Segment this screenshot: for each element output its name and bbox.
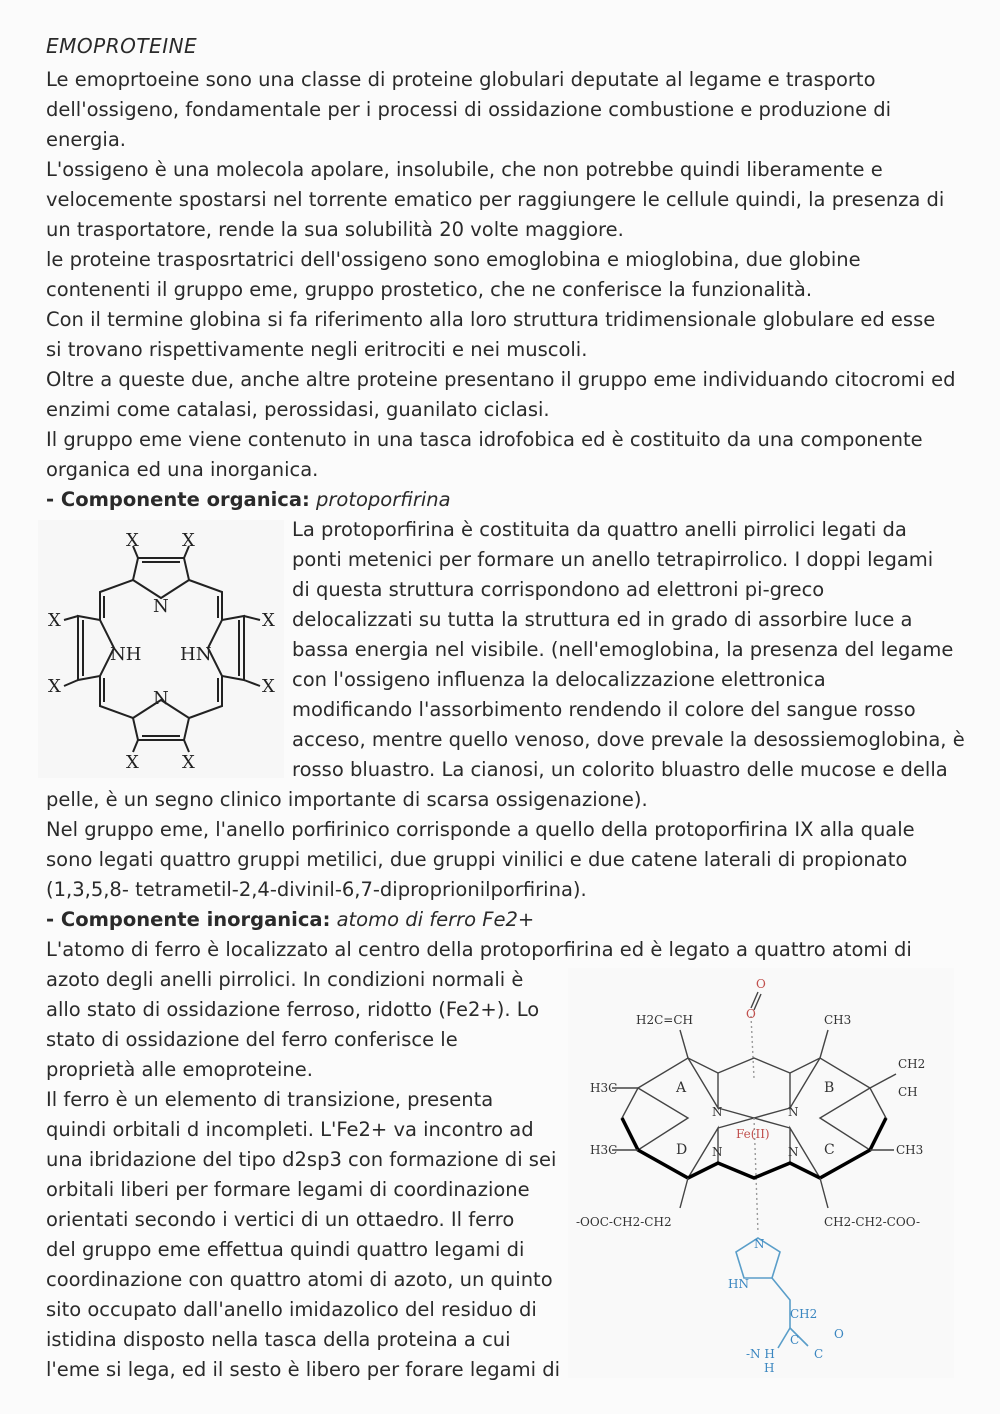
carbonyl-oxygen: O (834, 1327, 844, 1341)
hydrogen-label: H (764, 1361, 775, 1375)
substituent-x: X (182, 530, 195, 551)
organic-text-line: bassa energia nel visibile. (nell'emoglobina, la presenza del legame (292, 638, 954, 661)
heme-structure-diagram (568, 968, 954, 1378)
inorganic-text-line: una ibridazione del tipo d2sp3 con formazione di sei (46, 1148, 557, 1171)
ring-b-label: B (824, 1080, 835, 1096)
paragraph-line: le proteine trasposrtatrici dell'ossigeno sono emoglobina e mioglobina, due globine (46, 248, 861, 271)
nitrogen-label: N (788, 1105, 799, 1119)
paragraph-line: velocemente spostarsi nel torrente ematico per raggiungere le cellule quindi, la presenza di (46, 188, 945, 211)
section-value: protoporfirina (316, 488, 451, 511)
section-value: atomo di ferro Fe2+ (336, 908, 535, 931)
paragraph-line: un trasportatore, rende la sua solubilità 20 volte maggiore. (46, 218, 624, 241)
inorganic-text-line: stato di ossidazione del ferro conferisce le (46, 1028, 458, 1051)
imidazole-nh: HN (728, 1277, 749, 1291)
ch2-group: CH2 (790, 1307, 818, 1321)
substituent-x: X (182, 752, 195, 773)
methyl-group: CH3 (896, 1143, 924, 1157)
paragraph-line: Oltre a queste due, anche altre proteine presentano il gruppo eme individuando citocromi ed (46, 368, 956, 391)
substituent-x: X (48, 610, 61, 631)
section-label: - Componente organica: (46, 488, 310, 511)
inorganic-text-line: del gruppo eme effettua quindi quattro legami di (46, 1238, 525, 1261)
inorganic-text-line: l'eme si lega, ed il sesto è libero per forare legami di (46, 1358, 560, 1381)
paragraph-line: energia. (46, 128, 126, 151)
oxygen-label: O (756, 977, 766, 991)
inorganic-text-line: L'atomo di ferro è localizzato al centro della protoporfirina ed è legato a quattro atomi di (46, 938, 912, 961)
inorganic-text-line: allo stato di ossidazione ferroso, ridotto (Fe2+). Lo (46, 998, 540, 1021)
organic-text-line: di questa struttura corrispondono ad elettroni pi-greco (292, 578, 825, 601)
vinyl-group: CH (898, 1085, 918, 1099)
inorganic-text-line: quindi orbitali d incompleti. L'Fe2+ va incontro ad (46, 1118, 534, 1141)
hn-label: HN (180, 644, 212, 665)
organic-text-line: ponti metenici per formare un anello tetrapirrolico. I doppi legami (292, 548, 934, 571)
substituent-x: X (126, 752, 139, 773)
inorganic-text-line: coordinazione con quattro atomi di azoto, un quinto (46, 1268, 553, 1291)
paragraph-line: L'ossigeno è una molecola apolare, insolubile, che non potrebbe quindi liberamente e (46, 158, 883, 181)
substituent-x: X (48, 676, 61, 697)
carbonyl-carbon: C (814, 1347, 824, 1361)
backbone-nh: -N H (746, 1347, 775, 1361)
methyl-group: CH3 (824, 1013, 852, 1027)
section-label: - Componente inorganica: (46, 908, 331, 931)
nh-label: NH (110, 644, 142, 665)
ring-a-label: A (676, 1080, 687, 1096)
organic-text-line: modificando l'assorbimento rendendo il colore del sangue rosso (292, 698, 916, 721)
vinyl-group: H2C=CH (636, 1013, 693, 1027)
paragraph-line: dell'ossigeno, fondamentale per i processi di ossidazione combustione e produzione di (46, 98, 892, 121)
imidazole-nitrogen: N (754, 1237, 765, 1251)
propionate-group: -OOC-CH2-CH2 (576, 1215, 672, 1229)
propionate-group: CH2-CH2-COO- (824, 1215, 921, 1229)
page-title: EMOPROTEINE (46, 34, 198, 58)
inorganic-text-line: istidina disposto nella tasca della proteina a cui (46, 1328, 511, 1351)
section-heading-inorganic (46, 905, 534, 935)
organic-text-line: Nel gruppo eme, l'anello porfirinico corrisponde a quello della protoporfirina IX alla quale (46, 818, 915, 841)
organic-text-line: acceso, mentre quello venoso, dove prevale la desossiemoglobina, è (292, 728, 965, 751)
nitrogen-label: N (153, 596, 169, 617)
organic-text-line: pelle, è un segno clinico importante di scarsa ossigenazione). (46, 788, 648, 811)
nitrogen-label: N (788, 1145, 799, 1159)
nitrogen-label: N (153, 688, 169, 709)
paragraph-line: contenenti il gruppo eme, gruppo prostetico, che ne conferisce la funzionalità. (46, 278, 813, 301)
methyl-group: H3C (590, 1081, 618, 1095)
nitrogen-label: N (712, 1145, 723, 1159)
paragraph-line: enzimi come catalasi, perossidasi, guanilato ciclasi. (46, 398, 550, 421)
substituent-x: X (262, 676, 275, 697)
methyl-group: H3C (590, 1143, 618, 1157)
inorganic-text-line: orbitali liberi per formare legami di coordinazione (46, 1178, 530, 1201)
ring-c-label: C (824, 1142, 835, 1158)
paragraph-line: Il gruppo eme viene contenuto in una tasca idrofobica ed è costituito da una componente (46, 428, 923, 451)
alpha-carbon: C (790, 1333, 800, 1347)
organic-text-line: (1,3,5,8- tetrametil-2,4-divinil-6,7-diproprionilporfirina). (46, 878, 587, 901)
ring-d-label: D (676, 1142, 688, 1158)
substituent-x: X (262, 610, 275, 631)
protoporphyrin-diagram (38, 520, 284, 778)
nitrogen-label: N (712, 1105, 723, 1119)
paragraph-line: organica ed una inorganica. (46, 458, 319, 481)
section-heading-organic (46, 485, 451, 515)
inorganic-text-line: Il ferro è un elemento di transizione, presenta (46, 1088, 494, 1111)
vinyl-group: CH2 (898, 1057, 926, 1071)
inorganic-text-line: orientati secondo i vertici di un ottaedro. Il ferro (46, 1208, 515, 1231)
organic-text-line: delocalizzati su tutta la struttura ed in grado di assorbire luce a (292, 608, 913, 631)
organic-text-line: La protoporfirina è costituita da quattro anelli pirrolici legati da (292, 518, 907, 541)
oxygen-label: O (746, 1007, 756, 1021)
inorganic-text-line: proprietà alle emoproteine. (46, 1058, 313, 1081)
organic-text-line: rosso bluastro. La cianosi, un colorito bluastro delle mucose e della (292, 758, 948, 781)
paragraph-line: Con il termine globina si fa riferimento alla loro struttura tridimensionale globulare ed esse (46, 308, 936, 331)
paragraph-line: si trovano rispettivamente negli eritrociti e nei muscoli. (46, 338, 588, 361)
iron-label: Fe(II) (736, 1127, 770, 1141)
inorganic-text-line: azoto degli anelli pirrolici. In condizioni normali è (46, 968, 524, 991)
organic-text-line: sono legati quattro gruppi metilici, due gruppi vinilici e due catene laterali di propionato (46, 848, 908, 871)
paragraph-line: Le emoprtoeine sono una classe di proteine globulari deputate al legame e trasporto (46, 68, 876, 91)
organic-text-line: con l'ossigeno influenza la delocalizzazione elettronica (292, 668, 826, 691)
substituent-x: X (126, 530, 139, 551)
inorganic-text-line: sito occupato dall'anello imidazolico del residuo di (46, 1298, 537, 1321)
